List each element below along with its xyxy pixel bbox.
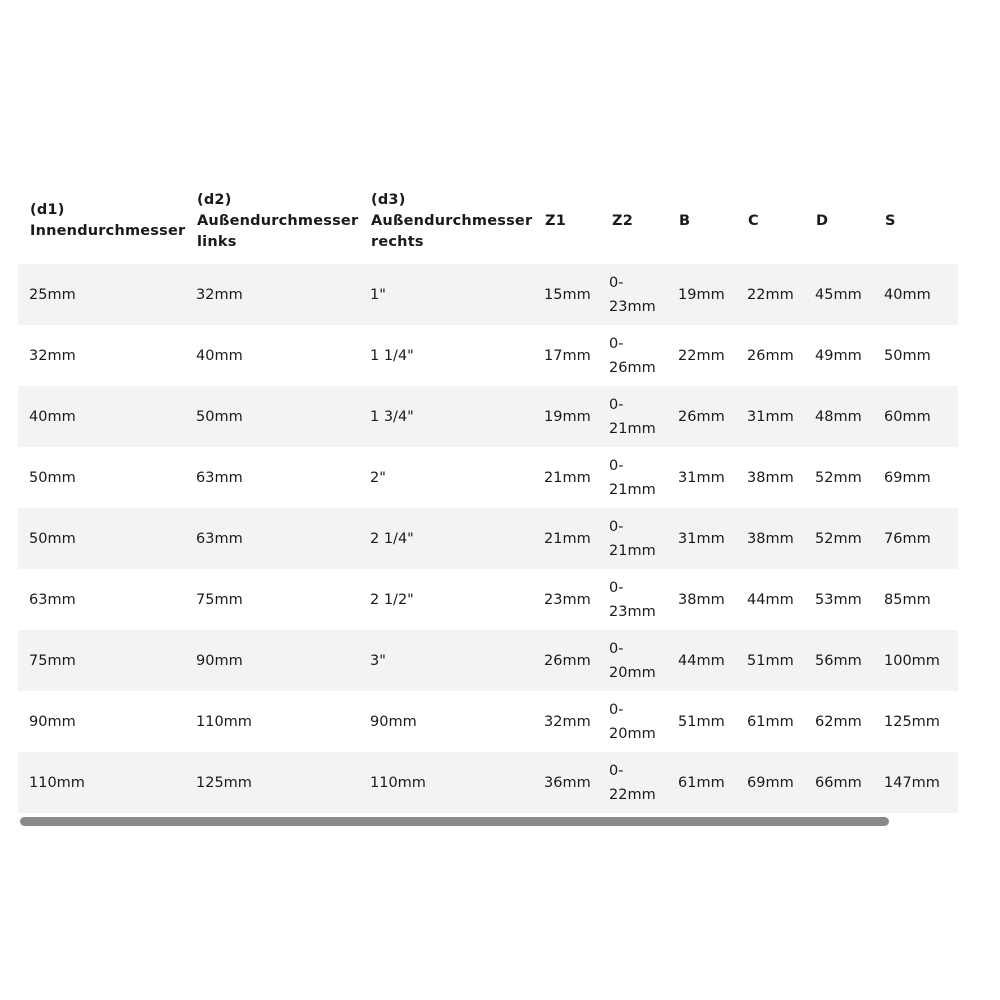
c-cell: 38mm	[747, 530, 794, 547]
c-cell: 31mm	[747, 408, 794, 425]
s-cell: 147mm	[884, 774, 940, 791]
b-cell: 22mm	[678, 347, 725, 364]
header-line: D	[816, 212, 829, 229]
d3-cell: 2 1/2"	[370, 591, 414, 608]
z2-cell	[600, 630, 667, 691]
d2-cell: 32mm	[196, 286, 243, 303]
d1-cell: 63mm	[29, 591, 76, 608]
cell-line: 0-	[609, 335, 624, 352]
header-line: S	[885, 212, 896, 229]
header-line: B	[679, 212, 691, 229]
d3-cell: 1"	[370, 286, 386, 303]
table-row	[18, 447, 958, 508]
table-header	[18, 178, 958, 264]
c-cell: 38mm	[747, 469, 794, 486]
d1-cell: 50mm	[29, 530, 76, 547]
s-cell: 125mm	[884, 713, 940, 730]
header-b	[667, 178, 736, 264]
cell-line: 20mm	[609, 664, 656, 681]
c-cell: 22mm	[747, 286, 794, 303]
d-cell: 45mm	[815, 286, 862, 303]
z1-cell: 36mm	[544, 774, 591, 791]
z1-cell: 26mm	[544, 652, 591, 669]
cell-line: 0-	[609, 457, 624, 474]
z2-cell	[600, 325, 667, 386]
d1-cell: 50mm	[29, 469, 76, 486]
z1-cell: 21mm	[544, 469, 591, 486]
s-cell: 40mm	[884, 286, 931, 303]
c-cell: 61mm	[747, 713, 794, 730]
cell-line: 0-	[609, 762, 624, 779]
s-cell: 60mm	[884, 408, 931, 425]
header-d2	[185, 178, 359, 264]
header-line: (d2)	[197, 191, 232, 208]
z1-cell: 15mm	[544, 286, 591, 303]
d3-cell: 2 1/4"	[370, 530, 414, 547]
d-cell: 56mm	[815, 652, 862, 669]
d2-cell: 90mm	[196, 652, 243, 669]
cell-line: 0-	[609, 640, 624, 657]
header-line: links	[197, 233, 237, 250]
horizontal-scrollbar[interactable]	[20, 817, 889, 826]
c-cell: 26mm	[747, 347, 794, 364]
c-cell: 51mm	[747, 652, 794, 669]
cell-line: 21mm	[609, 481, 656, 498]
table-row	[18, 325, 958, 386]
dimensions-table	[18, 178, 958, 813]
s-cell: 69mm	[884, 469, 931, 486]
d3-cell: 90mm	[370, 713, 417, 730]
d2-cell: 110mm	[196, 713, 252, 730]
d1-cell: 110mm	[29, 774, 85, 791]
header-line: Außendurchmesser	[371, 212, 533, 229]
z1-cell: 23mm	[544, 591, 591, 608]
header-d3	[359, 178, 533, 264]
header-line: C	[748, 212, 759, 229]
z2-cell	[600, 386, 667, 447]
table-body	[18, 264, 958, 813]
z2-cell	[600, 752, 667, 813]
d3-cell: 1 3/4"	[370, 408, 414, 425]
table-row	[18, 508, 958, 569]
d-cell: 53mm	[815, 591, 862, 608]
b-cell: 44mm	[678, 652, 725, 669]
header-line: Innendurchmesser	[30, 223, 186, 239]
b-cell: 19mm	[678, 286, 725, 303]
cell-line: 21mm	[609, 542, 656, 559]
z2-cell	[600, 508, 667, 569]
b-cell: 31mm	[678, 469, 725, 486]
cell-line: 0-	[609, 518, 624, 535]
header-d1	[18, 178, 185, 264]
header-c	[736, 178, 804, 264]
d2-cell: 75mm	[196, 591, 243, 608]
z2-cell	[600, 569, 667, 630]
z2-cell	[600, 691, 667, 752]
d-cell: 52mm	[815, 469, 862, 486]
table-row	[18, 752, 958, 813]
d1-cell: 75mm	[29, 652, 76, 669]
d3-cell: 110mm	[370, 774, 426, 791]
d2-cell: 40mm	[196, 347, 243, 364]
header-line: (d3)	[371, 191, 406, 208]
table-row	[18, 630, 958, 691]
d1-cell: 40mm	[29, 408, 76, 425]
cell-line: 26mm	[609, 359, 656, 376]
cell-line: 0-	[609, 579, 624, 596]
d-cell: 62mm	[815, 713, 862, 730]
header-line: (d1)	[30, 202, 65, 218]
cell-line: 21mm	[609, 420, 656, 437]
s-cell: 76mm	[884, 530, 931, 547]
d1-cell: 25mm	[29, 286, 76, 303]
z1-cell: 32mm	[544, 713, 591, 730]
d-cell: 66mm	[815, 774, 862, 791]
cell-line: 0-	[609, 701, 624, 718]
z2-cell	[600, 264, 667, 325]
s-cell: 100mm	[884, 652, 940, 669]
d2-cell: 63mm	[196, 530, 243, 547]
d1-cell: 90mm	[29, 713, 76, 730]
header-line: Z2	[612, 212, 634, 229]
b-cell: 51mm	[678, 713, 725, 730]
header-line: rechts	[371, 233, 424, 250]
z1-cell: 17mm	[544, 347, 591, 364]
d2-cell: 50mm	[196, 408, 243, 425]
table-row	[18, 569, 958, 630]
b-cell: 26mm	[678, 408, 725, 425]
cell-line: 23mm	[609, 298, 656, 315]
header-row	[18, 178, 958, 264]
table-row	[18, 264, 958, 325]
header-line: Außendurchmesser	[197, 212, 359, 229]
table-row	[18, 691, 958, 752]
b-cell: 38mm	[678, 591, 725, 608]
s-cell: 85mm	[884, 591, 931, 608]
d2-cell: 125mm	[196, 774, 252, 791]
header-d	[804, 178, 873, 264]
cell-line: 0-	[609, 396, 624, 413]
z1-cell: 21mm	[544, 530, 591, 547]
c-cell: 44mm	[747, 591, 794, 608]
d-cell: 52mm	[815, 530, 862, 547]
d2-cell: 63mm	[196, 469, 243, 486]
d-cell: 48mm	[815, 408, 862, 425]
header-z1	[533, 178, 600, 264]
table-scroll-container[interactable]	[18, 178, 940, 812]
header-line: Z1	[545, 212, 567, 229]
header-z2	[600, 178, 667, 264]
d-cell: 49mm	[815, 347, 862, 364]
b-cell: 31mm	[678, 530, 725, 547]
z1-cell: 19mm	[544, 408, 591, 425]
cell-line: 20mm	[609, 725, 656, 742]
cell-line: 22mm	[609, 786, 656, 803]
d3-cell: 1 1/4"	[370, 347, 414, 364]
d3-cell: 2"	[370, 469, 386, 486]
z2-cell	[600, 447, 667, 508]
s-cell: 50mm	[884, 347, 931, 364]
c-cell: 69mm	[747, 774, 794, 791]
cell-line: 23mm	[609, 603, 656, 620]
d1-cell: 32mm	[29, 347, 76, 364]
header-s	[873, 178, 958, 264]
cell-line: 0-	[609, 274, 624, 291]
d3-cell: 3"	[370, 652, 386, 669]
b-cell: 61mm	[678, 774, 725, 791]
table-row	[18, 386, 958, 447]
